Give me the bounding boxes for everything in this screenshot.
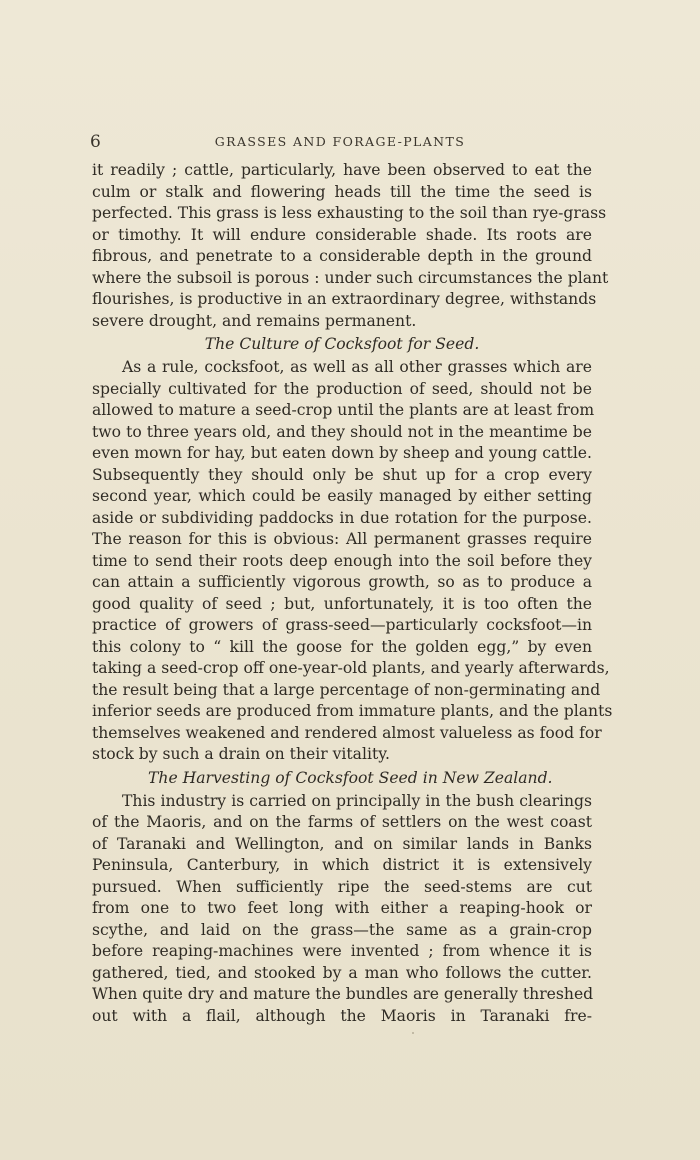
- text-line: stock by such a drain on their vitality.: [92, 745, 390, 763]
- page-header: [90, 132, 590, 154]
- text-line: aside or subdividing paddocks in due rotation for the purpose.: [92, 508, 592, 527]
- text-line: or timothy. It will endure considerable shade. Its roots are: [92, 225, 592, 244]
- text-line: this colony to “ kill the goose for the golden egg,” by even: [92, 637, 592, 656]
- body-text: [92, 160, 613, 1027]
- text-line: Subsequently they should only be shut up for a crop every: [92, 465, 592, 484]
- text-line: perfected. This grass is less exhausting to the soil than rye-grass: [92, 204, 607, 222]
- text-line: flourishes, is productive in an extraordinary degree, withstands: [92, 290, 597, 308]
- text-line: of the Maoris, and on the farms of settlers on the west coast: [92, 813, 592, 831]
- text-line: severe drought, and remains permanent.: [92, 311, 417, 330]
- text-line: pursued. When sufficiently ripe the seed-stems are cut: [92, 877, 592, 896]
- text-line: scythe, and laid on the grass—the same as a grain-crop: [92, 920, 592, 939]
- text-line: fibrous, and penetrate to a considerable depth in the ground: [92, 247, 592, 265]
- text-line: the result being that a large percentage of non-germinating and: [92, 680, 601, 699]
- text-line: it readily ; cattle, particularly, have been observed to eat the: [92, 161, 592, 179]
- text-line: time to send their roots deep enough into the soil before they: [92, 551, 592, 570]
- text-line: of Taranaki and Wellington, and on similar lands in Banks: [92, 834, 592, 853]
- text-line: out with a flail, although the Maoris in Taranaki fre-: [92, 1006, 592, 1025]
- text-line: This industry is carried on principally in the bush clearings: [122, 791, 592, 810]
- section-heading-culture: The Culture of Cocksfoot for Seed.: [204, 335, 480, 353]
- text-line: even mown for hay, but eaten down by sheep and young cattle.: [92, 444, 592, 462]
- text-line: where the subsoil is porous : under such circumstances the plant: [92, 268, 609, 287]
- text-line: second year, which could be easily managed by either setting: [92, 487, 592, 505]
- paragraph-1: [92, 160, 609, 332]
- text-line: two to three years old, and they should not in the meantime be: [92, 422, 592, 441]
- text-line: from one to two feet long with either a reaping-hook or: [92, 899, 592, 917]
- text-line: themselves weakened and rendered almost valueless as food for: [92, 723, 602, 742]
- text-line: allowed to mature a seed-crop until the plants are at least from: [92, 401, 595, 419]
- text-line: good quality of seed ; but, unfortunately, it is too often the: [92, 594, 592, 613]
- text-line: When quite dry and mature the bundles are generally threshed: [92, 985, 594, 1003]
- page-number: 6: [90, 132, 101, 152]
- text-line: culm or stalk and flowering heads till the time the seed is: [92, 182, 592, 201]
- text-line: can attain a sufficiently vigorous growth, so as to produce a: [92, 573, 592, 591]
- text-line: inferior seeds are produced from immature plants, and the plants: [92, 702, 613, 720]
- text-line: before reaping-machines were invented ; from whence it is: [92, 942, 592, 960]
- paper-speck: [412, 1032, 414, 1034]
- running-head: GRASSES AND FORAGE-PLANTS: [214, 134, 466, 149]
- text-line: taking a seed-crop off one-year-old plants, and yearly afterwards,: [92, 659, 610, 677]
- text-line: As a rule, cocksfoot, as well as all other grasses which are: [122, 358, 592, 376]
- text-line: specially cultivated for the production of seed, should not be: [92, 379, 592, 398]
- paragraph-2: [92, 357, 613, 766]
- section-heading-harvesting: The Harvesting of Cocksfoot Seed in New Zealand.: [148, 768, 553, 787]
- paragraph-3: [92, 791, 592, 1028]
- text-line: Peninsula, Canterbury, in which district it is extensively: [92, 856, 592, 874]
- text-line: The reason for this is obvious: All permanent grasses require: [92, 530, 592, 548]
- text-line: gathered, tied, and stooked by a man who follows the cutter.: [92, 963, 592, 982]
- text-line: practice of growers of grass-seed—particularly cocksfoot—in: [92, 616, 592, 634]
